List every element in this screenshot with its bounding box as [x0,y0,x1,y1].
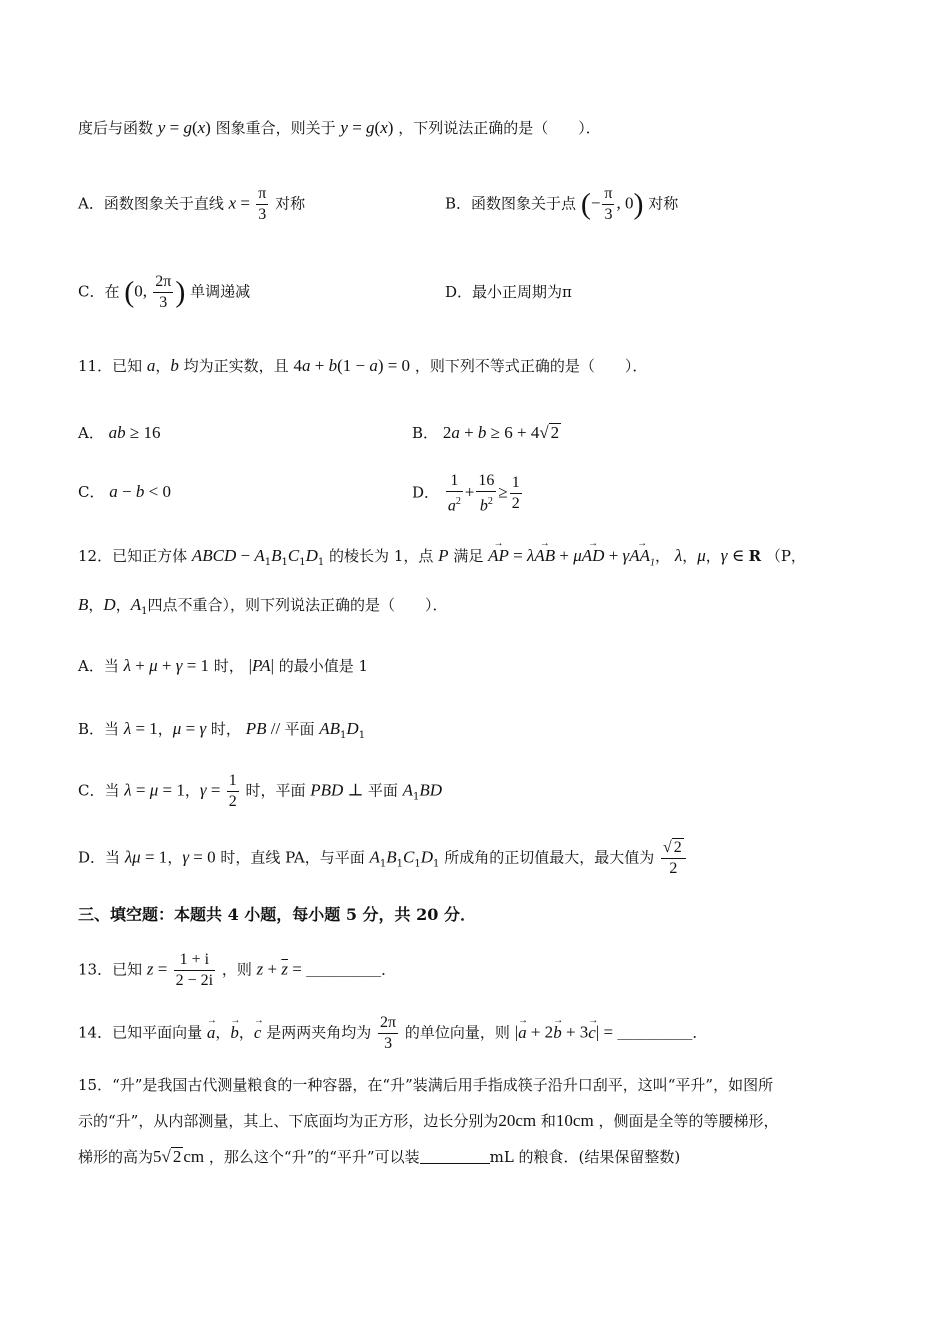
q10-stem: 度后与函数 y = g(x) 图象重合，则关于 y = g(x) ，下列说法正确的是（ ）． [78,118,601,137]
answer-blank[interactable] [420,1147,490,1164]
q12-stem-line1: 12．已知正方体 ABCD − $A_1B_1C_1D_1$ 的棱长为 1，点 P 满足 → AP = λ→ AB + μ→ AD + $\gamma\to AA_1$， λ，μ，γ ∈ R （P， [78,545,806,574]
q10-option-a[interactable]: A．函数图象关于直线 x = $\frac{\pi}{3}$ 对称 [78,185,306,223]
q15-line2: 示的“升”，从内部测量，其上、下底面均为正方形，边长分别为20cm 和10cm ，侧面是全等的等腰梯形， [78,1111,779,1130]
q11-stem: 11．已知 a，b 均为正实数，且 4a + b(1 − a) = 0 ，则下列不等式正确的是（ ）． [78,356,648,375]
q13: 13．已知 z = $\frac{1 + i}{2 - 2i}$ ，则 $z + \overline{z}$ = ＿＿＿＿＿． [78,951,397,989]
q10-option-b[interactable]: B．函数图象关于点 (− $\frac{\pi}{3}$ , 0) 对称 [445,185,679,223]
section-heading-fill-in: 三、填空题：本题共 4 小题，每小题 5 分，共 20 分． [78,905,476,924]
q10-option-c[interactable]: C．在 (0, $\frac{2\pi}{3}$ ) 单调递减 [78,273,251,311]
q11-option-b[interactable]: B． 2a + b ≥ 6 + 4√ 2 [412,423,560,442]
q14: 14．已知平面向量 → a，→ b，→ c 是两两夹角均为 $\frac{2\pi}{3}$ 的单位向量，则 |→ a + 2→ b + 3→ c| = ＿＿＿＿＿． [78,1013,707,1054]
q12-option-c[interactable]: C．当 λ = μ = 1，γ = $\frac{1}{2}$ 时，平面 PBD ⊥ 平面 $A_1BD$ [78,772,443,810]
q15-line1: 15．“升”是我国古代测量粮食的一种容器，在“升”装满后用手指成筷子沿升口刮平，这叫“平升”，如图所 [78,1076,774,1094]
q12-stem-line2: B，D，$A_1$四点不重合），则下列说法正确的是（ ）． [78,595,448,617]
q11-option-d[interactable]: D． $\frac{1}{a^2}$ + $\frac{16}{b^2}$ ≥ $\frac{1}{2}$ [412,472,520,515]
q10-option-d[interactable]: D．最小正周期为π [445,283,572,301]
q12-option-b[interactable]: B．当 λ = 1，μ = γ 时， PB // 平面 $AB_1D_1$ [78,719,366,741]
q12-option-d[interactable]: D．当 λμ = 1，γ = 0 时，直线 PA，与平面 $A_1B_1C_1D_1$ 所成角的正切值最大，最大值为 $\frac{√ 2}{2}$ [78,838,688,879]
q12-option-a[interactable]: A．当 λ + μ + γ = 1 时， |PA| 的最小值是 1 [78,656,369,675]
q11-option-a[interactable]: A． ab ≥ 16 [78,423,161,442]
q15-line3: 梯形的高为5√ 2 cm ，那么这个“升”的“平升”可以装 mL 的粮食．(结果保留整数) [78,1147,681,1166]
q11-option-c[interactable]: C． a − b < 0 [78,482,171,501]
